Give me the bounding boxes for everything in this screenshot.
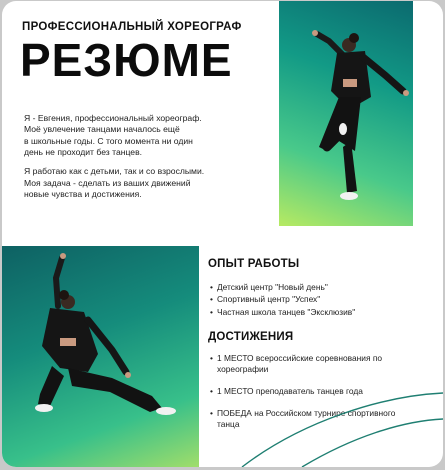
experience-item-text: Спортивный центр "Успех" xyxy=(217,294,321,305)
bullet-icon: • xyxy=(210,306,213,317)
achievements-list xyxy=(208,353,408,441)
resume-card xyxy=(2,1,443,467)
achievement-item xyxy=(208,408,408,430)
page-subtitle: ПРОФЕССИОНАЛЬНЫЙ ХОРЕОГРАФ xyxy=(22,21,242,33)
about-paragraph: Я - Евгения, профессиональный хореограф. Моё увлечение танцами началось ещё в школьные годы. С того момента ни один день не проходит без танцев. xyxy=(24,113,202,158)
achievements-heading: ДОСТИЖЕНИЯ xyxy=(208,331,294,343)
dancer-photo-bottom xyxy=(2,246,199,467)
about-paragraph: Я работаю как с детьми, так и со взрослыми. Моя задача - сделать из ваших движений новые чувства и достижения. xyxy=(24,166,205,200)
dancer-silhouette-top xyxy=(279,1,413,226)
experience-list xyxy=(208,282,408,319)
achievement-item-text: 1 МЕСТО преподаватель танцев года xyxy=(217,385,363,396)
experience-item-text: Частная школа танцев "Эксклюзив" xyxy=(217,306,356,317)
achievement-item-text: ПОБЕДА на Российском турнире спортивного танца xyxy=(217,407,396,429)
achievement-item xyxy=(208,353,408,375)
bullet-icon: • xyxy=(210,353,213,363)
achievement-item xyxy=(208,386,408,397)
experience-item xyxy=(208,282,408,293)
experience-item xyxy=(208,294,408,305)
bullet-icon: • xyxy=(210,385,213,396)
bullet-icon: • xyxy=(210,294,213,305)
bullet-icon: • xyxy=(210,407,213,418)
achievement-item-text: 1 МЕСТО всероссийские соревнования по хореографии xyxy=(217,353,383,374)
about-text xyxy=(24,113,274,208)
bullet-icon: • xyxy=(210,282,213,292)
experience-item xyxy=(208,307,408,318)
page-title: РЕЗЮМЕ xyxy=(20,34,233,86)
experience-heading: ОПЫТ РАБОТЫ xyxy=(208,258,300,270)
dancer-photo-top xyxy=(279,1,413,226)
dancer-silhouette-bottom xyxy=(2,246,199,467)
experience-item-text: Детский центр "Новый день" xyxy=(217,282,328,292)
